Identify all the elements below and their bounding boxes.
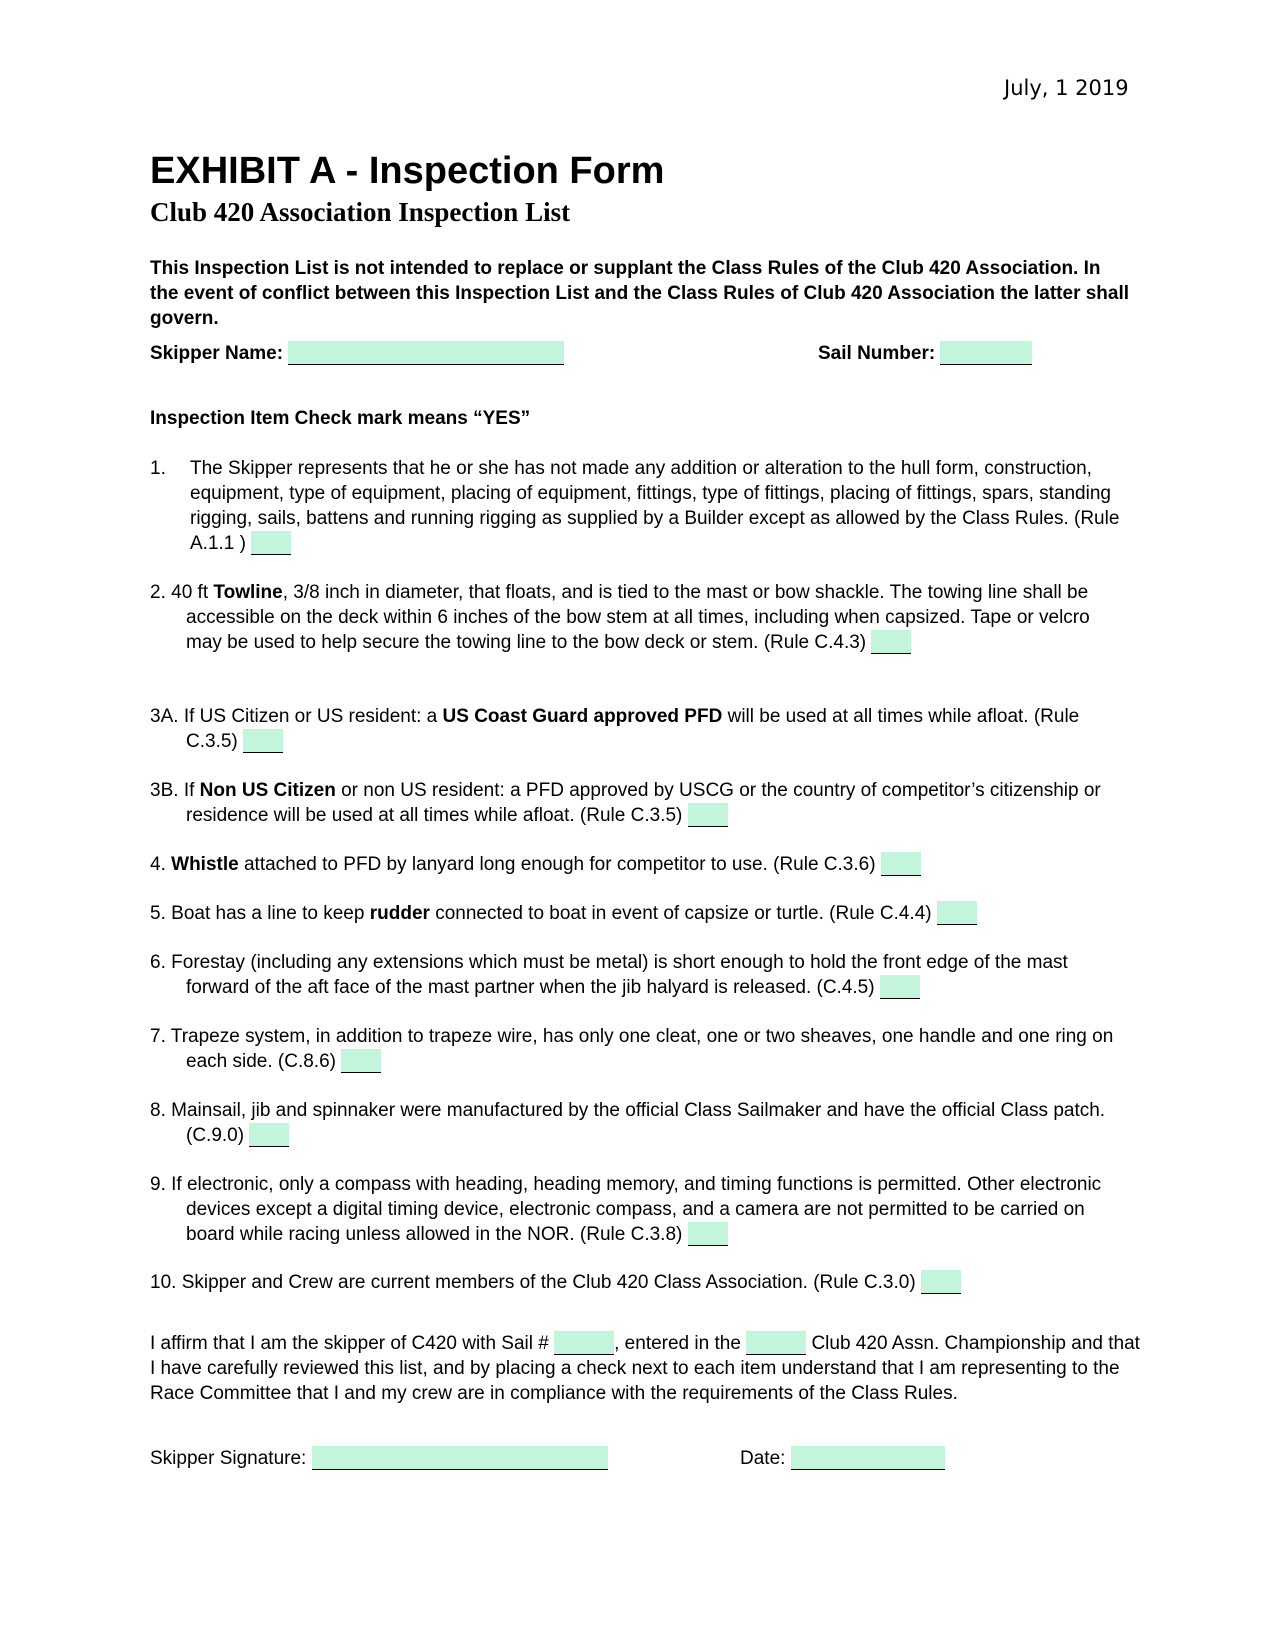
item-text: will be used at all times while afloat. (Rule C.3.5)	[186, 706, 1080, 752]
inspection-item-9	[150, 1172, 1130, 1247]
affirm-event-field[interactable]	[746, 1331, 806, 1355]
item-2-check-field[interactable]	[871, 630, 911, 654]
item-number: 6.	[150, 952, 166, 973]
affirmation-text-3: Club 420 Assn. Championship and that I have carefully reviewed this list, and by placing a check next to each item understand that I am representing to the Race Committee that I and my crew are in compliance with the requirements of the Class Rules.	[150, 1333, 1140, 1404]
item-text-pre: If	[183, 780, 200, 801]
item-keyword: Non US Citizen	[199, 780, 336, 801]
item-text: attached to PFD by lanyard long enough for competitor to use. (Rule C.3.6)	[238, 854, 876, 875]
document-date: July, 1 2019	[1004, 76, 1129, 100]
signature-label: Skipper Signature:	[150, 1448, 307, 1469]
affirmation-text-1: I affirm that I am the skipper of C420 with Sail #	[150, 1333, 549, 1354]
inspection-item-2	[150, 580, 1130, 655]
item-number: 5.	[150, 903, 166, 924]
item-text: or non US resident: a PFD approved by USCG or the country of competitor’s citizenship or residence will be used at all times while afloat. (Rule C.3.5)	[186, 780, 1101, 826]
skipper-name-field[interactable]	[288, 341, 564, 365]
affirmation-paragraph	[150, 1331, 1140, 1406]
item-text-pre: If US Citizen or US resident: a	[183, 706, 443, 727]
item-number: 3B.	[150, 780, 179, 801]
inspection-item-4	[150, 852, 1130, 877]
date-row	[740, 1446, 945, 1471]
item-text: Trapeze system, in addition to trapeze wire, has only one cleat, one or two sheaves, one handle and one ring on each side. (C.8.6)	[170, 1026, 1114, 1072]
item-number: 10.	[150, 1272, 177, 1293]
item-keyword: Towline	[213, 582, 283, 603]
sail-number-label: Sail Number:	[818, 343, 936, 364]
disclaimer-text: This Inspection List is not intended to replace or supplant the Class Rules of the Club 420 Association. In the event of conflict between this Inspection List and the Class Rules of Club 420 Association the latter shall govern.	[150, 258, 1130, 329]
inspection-item-8	[150, 1098, 1130, 1148]
item-number: 3A.	[150, 706, 179, 727]
item-number: 2.	[150, 582, 166, 603]
affirmation-text-2: , entered in the	[614, 1333, 741, 1354]
item-text: , 3/8 inch in diameter, that floats, and is tied to the mast or bow shackle. The towing line shall be accessible on the deck within 6 inches of the bow stem at all times, including when capsized. Tape or velcro may be used to help secure the towing line to the bow deck or stem. (Rule C.4.3)	[186, 582, 1090, 653]
item-number: 4.	[150, 854, 166, 875]
inspection-item-1	[150, 456, 1130, 556]
item-1-check-field[interactable]	[251, 531, 291, 555]
item-9-check-field[interactable]	[688, 1222, 728, 1246]
item-number: 8.	[150, 1100, 166, 1121]
item-6-check-field[interactable]	[880, 975, 920, 999]
item-text: The Skipper represents that he or she has not made any addition or alteration to the hull form, construction, equipment, type of equipment, placing of equipment, fittings, type of fittings, placing of fittings, spars, standing rigging, sails, battens and running rigging as supplied by a Builder except as allowed by the Class Rules. (Rule A.1.1 )	[190, 458, 1120, 554]
skipper-name-label: Skipper Name:	[150, 343, 284, 364]
sail-number-row	[818, 341, 1032, 366]
item-8-check-field[interactable]	[249, 1123, 289, 1147]
item-number: 7.	[150, 1026, 166, 1047]
item-3b-check-field[interactable]	[688, 803, 728, 827]
item-10-check-field[interactable]	[921, 1270, 961, 1294]
legend-text: Inspection Item Check mark means “YES”	[150, 408, 531, 429]
inspection-item-10	[150, 1270, 1130, 1295]
item-text: Forestay (including any extensions which must be metal) is short enough to hold the front edge of the mast forward of the aft face of the mast partner when the jib halyard is released. (C.4.5)	[171, 952, 1068, 998]
item-text-pre: 40 ft	[171, 582, 214, 603]
item-3a-check-field[interactable]	[243, 729, 283, 753]
skipper-name-row	[150, 341, 564, 366]
item-keyword: Whistle	[171, 854, 239, 875]
inspection-item-3a	[150, 704, 1130, 754]
inspection-item-3b	[150, 778, 1130, 828]
skipper-signature-field[interactable]	[312, 1446, 608, 1470]
item-text: Mainsail, jib and spinnaker were manufactured by the official Class Sailmaker and have the official Class patch. (C.9.0)	[171, 1100, 1106, 1146]
item-number: 1.	[150, 458, 166, 479]
item-7-check-field[interactable]	[341, 1049, 381, 1073]
inspection-item-7	[150, 1024, 1130, 1074]
item-text-pre: Boat has a line to keep	[171, 903, 370, 924]
affirm-sail-number-field[interactable]	[554, 1331, 614, 1355]
item-keyword: US Coast Guard approved PFD	[442, 706, 723, 727]
item-number: 9.	[150, 1174, 166, 1195]
sail-number-field[interactable]	[940, 341, 1032, 365]
item-5-check-field[interactable]	[937, 901, 977, 925]
item-text: connected to boat in event of capsize or turtle. (Rule C.4.4)	[429, 903, 932, 924]
date-label: Date:	[740, 1448, 786, 1469]
item-4-check-field[interactable]	[881, 852, 921, 876]
signature-date-field[interactable]	[791, 1446, 945, 1470]
item-text: Skipper and Crew are current members of the Club 420 Class Association. (Rule C.3.0)	[181, 1272, 916, 1293]
page-title: EXHIBIT A - Inspection Form	[150, 150, 665, 192]
item-keyword: rudder	[369, 903, 430, 924]
inspection-item-6	[150, 950, 1130, 1000]
inspection-item-5	[150, 901, 1130, 926]
item-text: If electronic, only a compass with heading, heading memory, and timing functions is permitted. Other electronic devices except a digital timing device, electronic compass, and a camera are not permitted to be carried on board while racing unless allowed in the NOR. (Rule C.3.8)	[171, 1174, 1102, 1245]
signature-row	[150, 1446, 608, 1471]
page-subtitle: Club 420 Association Inspection List	[150, 197, 571, 227]
